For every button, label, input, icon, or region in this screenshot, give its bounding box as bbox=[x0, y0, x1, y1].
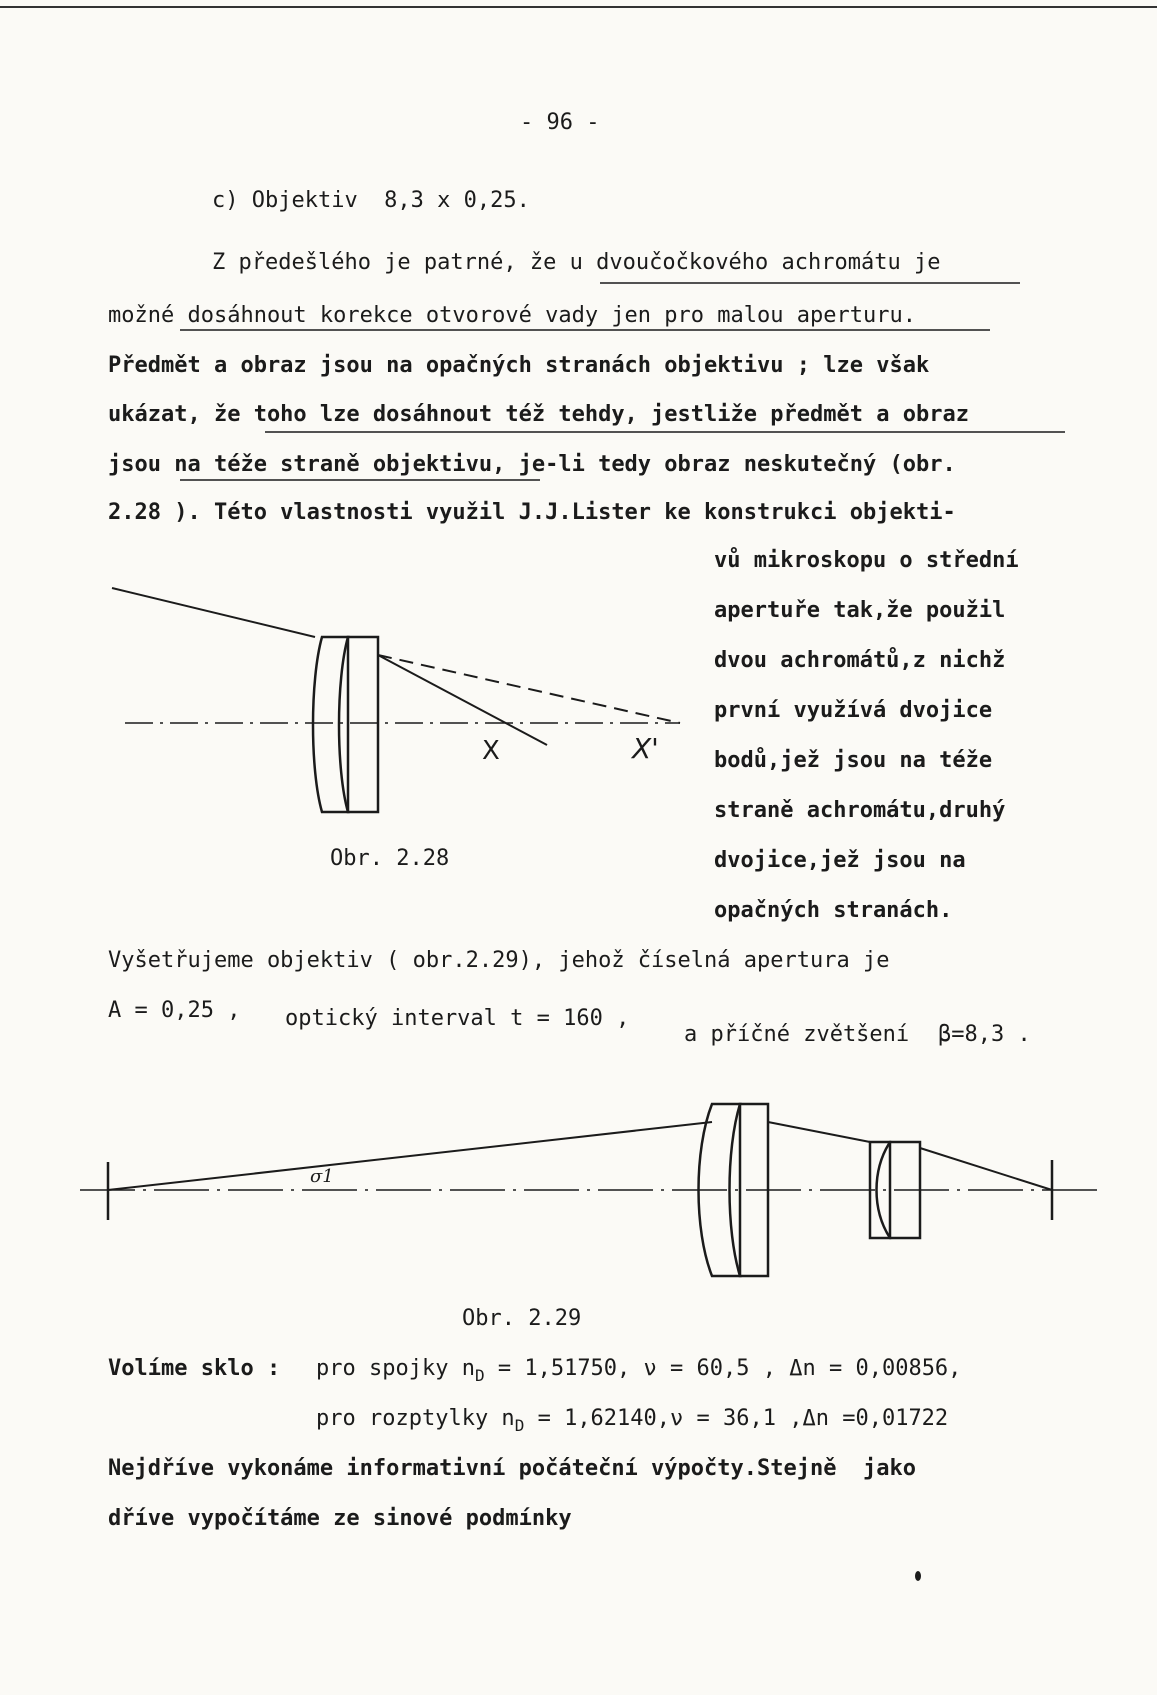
para3-line2: dříve vypočítáme ze sinové podmínky bbox=[108, 1506, 572, 1531]
refracted-ray bbox=[378, 655, 547, 745]
glass-line1-a: pro spojky n bbox=[316, 1356, 475, 1381]
para1-line2: možné dosáhnout korekce otvorové vady jen pro malou aperturu. bbox=[108, 303, 916, 328]
para2-line2d: β=8,3 . bbox=[938, 1022, 1031, 1047]
para2-line2b: optický interval t = 160 , bbox=[285, 1006, 630, 1031]
para1-line5: jsou na téže straně objektivu, je-li tedy obraz neskutečný (obr. bbox=[108, 452, 956, 477]
incoming-ray bbox=[112, 588, 315, 637]
glass-intro: Volíme sklo : bbox=[108, 1356, 281, 1381]
fig2-label-sigma: σ1 bbox=[310, 1166, 334, 1187]
page-number: - 96 - bbox=[520, 110, 600, 135]
para3-line1: Nejdříve vykonáme informativní počáteční výpočty.Stejně jako bbox=[108, 1456, 916, 1481]
glass-line2-a: pro rozptylky n bbox=[316, 1406, 515, 1431]
fig1-caption: Obr. 2.28 bbox=[330, 846, 450, 871]
side-text-4: první využívá dvojice bbox=[714, 698, 993, 723]
figure-2-28 bbox=[110, 580, 710, 870]
para1-line3: Předmět a obraz jsou na opačných stranách objektivu ; lze však bbox=[108, 353, 930, 378]
side-text-5: bodů,jež jsou na téže bbox=[714, 748, 993, 773]
glass-line1 bbox=[316, 1358, 961, 1384]
fig1-label-x: X bbox=[482, 736, 500, 766]
side-text-8: opačných stranách. bbox=[714, 898, 953, 923]
glass-line2-b: = 1,62140,ν = 36,1 ,Δn =0,01722 bbox=[537, 1406, 949, 1431]
side-text-7: dvojice,jež jsou na bbox=[714, 848, 966, 873]
side-text-2: apertuře tak,že použil bbox=[714, 598, 1006, 623]
marginal-ray-2 bbox=[768, 1122, 870, 1142]
figure-2-29 bbox=[80, 1090, 1130, 1310]
virtual-ray bbox=[378, 655, 680, 723]
marginal-ray-1 bbox=[108, 1122, 712, 1190]
glass-line2 bbox=[316, 1408, 948, 1434]
side-text-3: dvou achromátů,z nichž bbox=[714, 648, 1006, 673]
section-heading: c) Objektiv 8,3 x 0,25. bbox=[212, 188, 530, 213]
fig1-label-xprime: X' bbox=[632, 732, 659, 765]
speck-mark bbox=[914, 1570, 924, 1582]
para2-line2c: a příčné zvětšení bbox=[684, 1022, 910, 1047]
para1-line4: ukázat, že toho lze dosáhnout též tehdy, jestliže předmět a obraz bbox=[108, 402, 969, 427]
marginal-ray-3 bbox=[920, 1148, 1052, 1190]
side-text-6: straně achromátu,druhý bbox=[714, 798, 1006, 823]
glass-line2-sub: D bbox=[514, 1416, 525, 1435]
underline-marks bbox=[0, 0, 1157, 520]
para1-line6: 2.28 ). Této vlastnosti využil J.J.Lister ke konstrukci objekti- bbox=[108, 500, 956, 525]
fig2-caption: Obr. 2.29 bbox=[462, 1306, 582, 1331]
glass-line1-b: = 1,51750, ν = 60,5 , Δn = 0,00856, bbox=[497, 1356, 962, 1381]
para1-line1: Z předešlého je patrné, že u dvoučočkového achromátu je bbox=[212, 250, 941, 275]
side-text-1: vů mikroskopu o střední bbox=[714, 548, 1019, 573]
lens-element-flat bbox=[348, 637, 378, 812]
para2-line1: Vyšetřujeme objektiv ( obr.2.29), jehož číselná apertura je bbox=[108, 948, 890, 973]
para2-line2a: A = 0,25 , bbox=[108, 998, 241, 1023]
lens-element-convex bbox=[313, 637, 348, 812]
glass-line1-sub: D bbox=[474, 1366, 485, 1385]
